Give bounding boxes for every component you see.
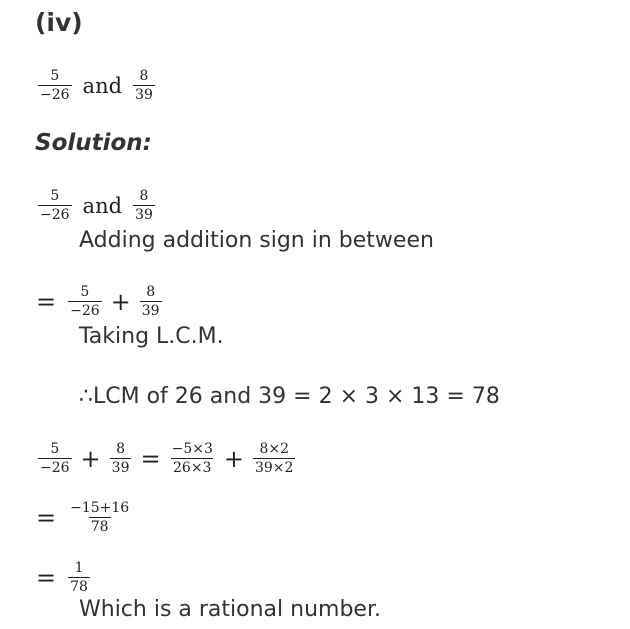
denominator: −26 (40, 460, 70, 476)
lcm-statement: ∴LCM of 26 and 39 = 2 × 3 × 13 = 78 (79, 384, 500, 409)
numerator: −15+16 (70, 500, 130, 516)
denominator: 39 (135, 87, 153, 103)
numerator: 5 (50, 441, 60, 457)
fraction (138, 284, 164, 319)
restate-expression (36, 188, 157, 223)
denominator: −26 (40, 87, 70, 103)
numerator: 8×2 (259, 441, 289, 457)
numerator: 5 (80, 284, 90, 300)
numerator: 8 (146, 284, 156, 300)
equals-sign: = (36, 503, 57, 532)
fraction (66, 284, 104, 319)
fraction (36, 188, 74, 223)
part-label: (iv) (35, 8, 83, 37)
plus-sign: + (110, 287, 131, 316)
expanded-expression (36, 441, 297, 476)
fraction (66, 500, 133, 535)
fraction (66, 560, 92, 595)
denominator: 39 (111, 460, 130, 476)
denominator: −26 (70, 303, 100, 319)
numerator: 1 (74, 560, 84, 576)
fraction (168, 441, 217, 476)
combined-expression (36, 500, 133, 535)
result-expression (36, 560, 92, 595)
denominator: 39 (141, 303, 160, 319)
numerator: 8 (139, 68, 149, 84)
denominator: −26 (40, 207, 70, 223)
equals-sign: = (36, 563, 57, 592)
plus-sign: + (223, 444, 244, 473)
fraction (131, 188, 157, 223)
numerator: 8 (116, 441, 126, 457)
conjunction: and (82, 193, 123, 218)
step-note-adding: Adding addition sign in between (79, 228, 434, 253)
numerator: 5 (50, 68, 60, 84)
denominator: 78 (70, 579, 88, 595)
fraction (251, 441, 297, 476)
numerator: 5 (50, 188, 60, 204)
numerator: 8 (139, 188, 149, 204)
fraction (108, 441, 134, 476)
fraction (36, 68, 74, 103)
plus-sign: + (80, 444, 101, 473)
solution-heading: Solution: (35, 130, 152, 156)
denominator: 39 (135, 207, 153, 223)
denominator: 39×2 (254, 460, 294, 476)
fraction (36, 441, 74, 476)
equals-sign: = (140, 444, 161, 473)
sum-expression (36, 284, 164, 319)
step-note-lcm: Taking L.C.M. (79, 324, 224, 349)
denominator: 26×3 (173, 460, 212, 476)
conjunction: and (82, 73, 123, 98)
question-expression (36, 68, 157, 103)
conclusion-text: Which is a rational number. (79, 597, 381, 622)
denominator: 78 (90, 519, 109, 535)
numerator: −5×3 (171, 441, 213, 457)
fraction (131, 68, 157, 103)
equals-sign: = (36, 287, 57, 316)
